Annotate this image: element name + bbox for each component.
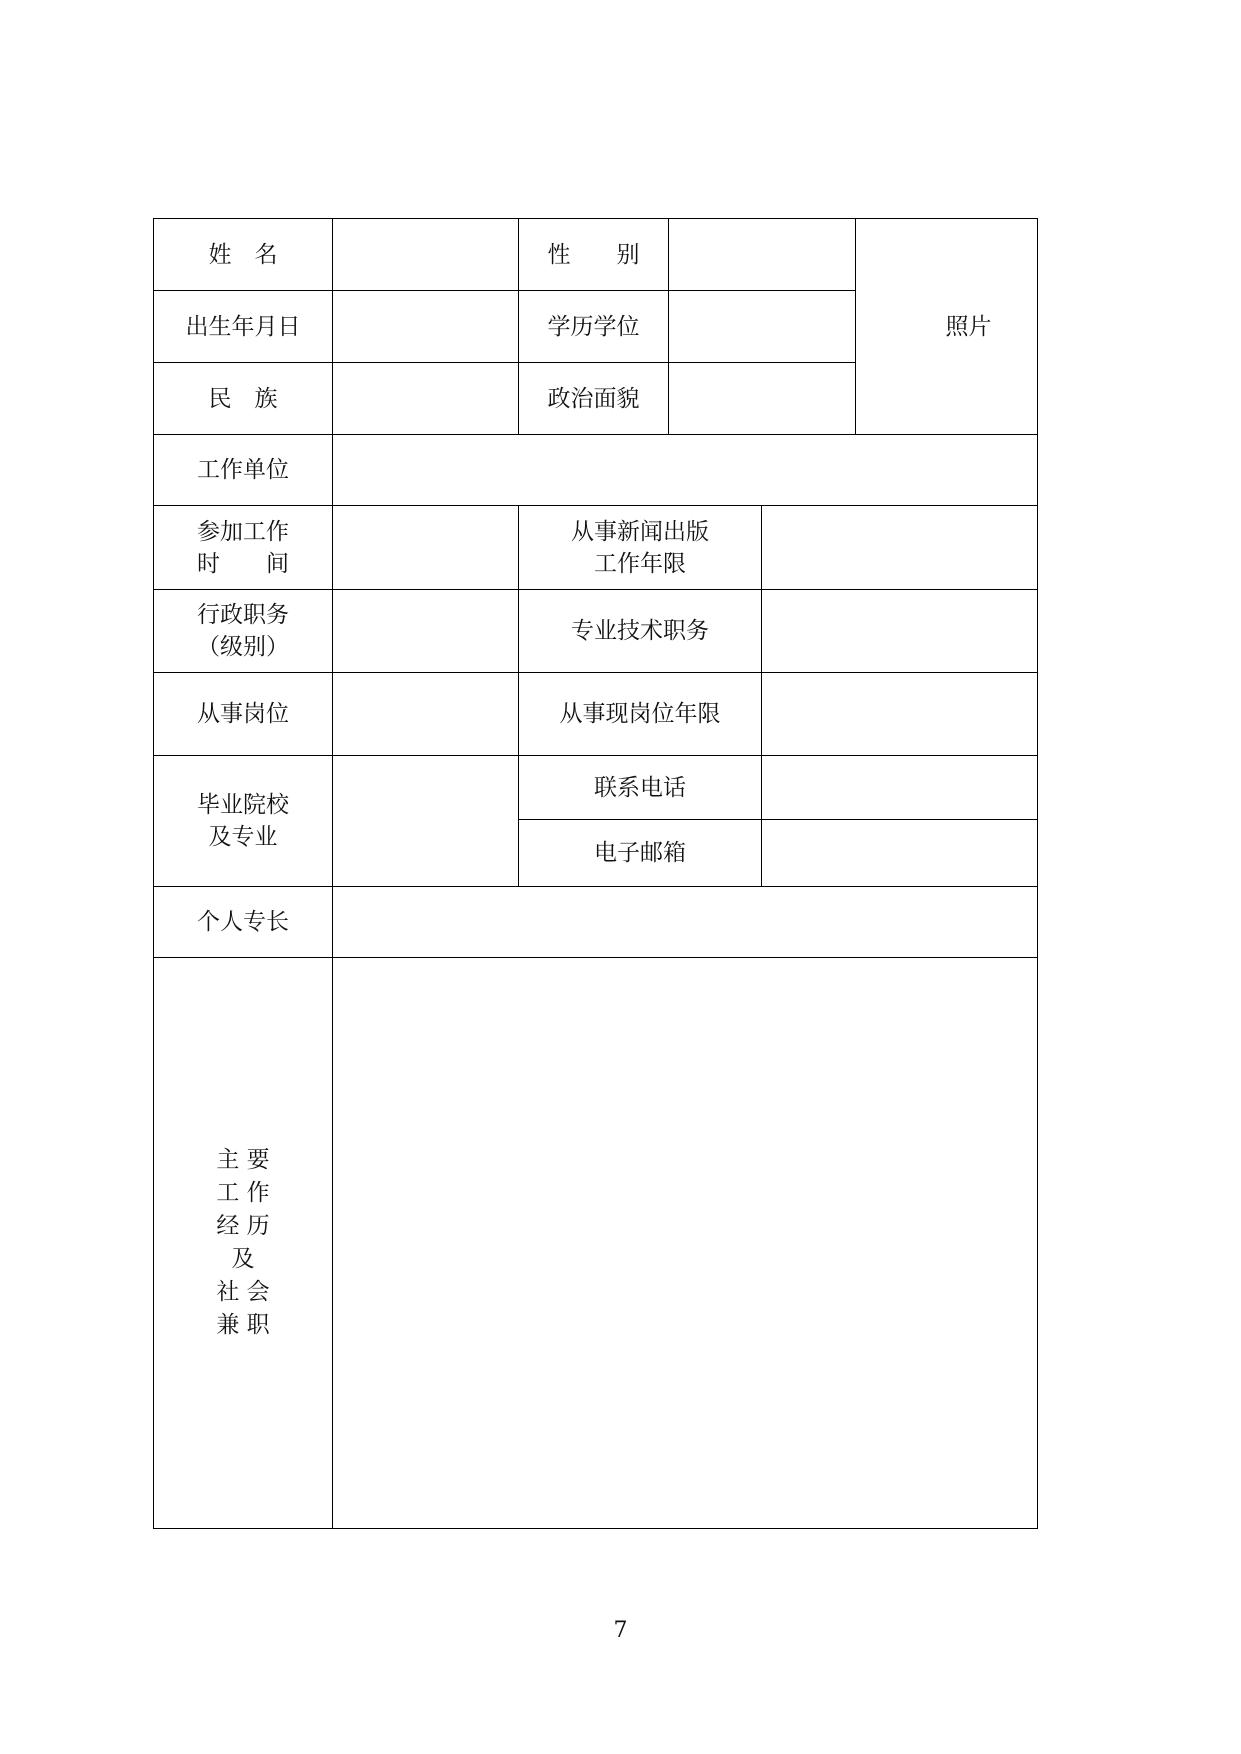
publishing-years-label: 从事新闻出版 工作年限: [519, 506, 762, 590]
birth-date-field[interactable]: [333, 291, 519, 363]
school-major-field[interactable]: [333, 756, 519, 887]
school-major-label: 毕业院校 及专业: [154, 756, 333, 887]
political-status-field[interactable]: [669, 363, 856, 435]
email-label: 电子邮箱: [519, 820, 762, 887]
education-degree-label: 学历学位: [519, 291, 669, 363]
phone-label: 联系电话: [519, 756, 762, 820]
education-degree-field[interactable]: [669, 291, 856, 363]
ethnicity-label: 民 族: [154, 363, 333, 435]
work-start-time-label: 参加工作 时 间: [154, 506, 333, 590]
page-number: 7: [613, 1618, 628, 1643]
technical-title-field[interactable]: [762, 590, 1038, 673]
name-label: 姓 名: [154, 219, 333, 291]
email-field[interactable]: [762, 820, 1038, 887]
gender-field[interactable]: [669, 219, 856, 291]
specialty-label: 个人专长: [154, 887, 333, 958]
political-status-label: 政治面貌: [519, 363, 669, 435]
work-unit-label: 工作单位: [154, 435, 333, 506]
current-post-years-field[interactable]: [762, 673, 1038, 756]
registration-form-table: [153, 218, 1038, 1529]
ethnicity-field[interactable]: [333, 363, 519, 435]
admin-position-label: 行政职务 （级别）: [154, 590, 333, 673]
current-post-years-label: 从事现岗位年限: [519, 673, 762, 756]
publishing-years-field[interactable]: [762, 506, 1038, 590]
photo-box[interactable]: [856, 219, 1038, 435]
current-post-field[interactable]: [333, 673, 519, 756]
work-history-label: 主 要 工 作 经 历 及 社 会 兼 职: [216, 1147, 270, 1338]
work-unit-field[interactable]: [333, 435, 1038, 506]
birth-date-label: 出生年月日: [154, 291, 333, 363]
gender-label: 性 别: [519, 219, 669, 291]
photo-label: 照片: [945, 313, 992, 340]
work-history-field[interactable]: [333, 958, 1038, 1529]
name-field[interactable]: [333, 219, 519, 291]
technical-title-label: 专业技术职务: [519, 590, 762, 673]
admin-position-field[interactable]: [333, 590, 519, 673]
phone-field[interactable]: [762, 756, 1038, 820]
work-history-label-cell: [154, 958, 333, 1529]
specialty-field[interactable]: [333, 887, 1038, 958]
work-start-time-field[interactable]: [333, 506, 519, 590]
current-post-label: 从事岗位: [154, 673, 333, 756]
